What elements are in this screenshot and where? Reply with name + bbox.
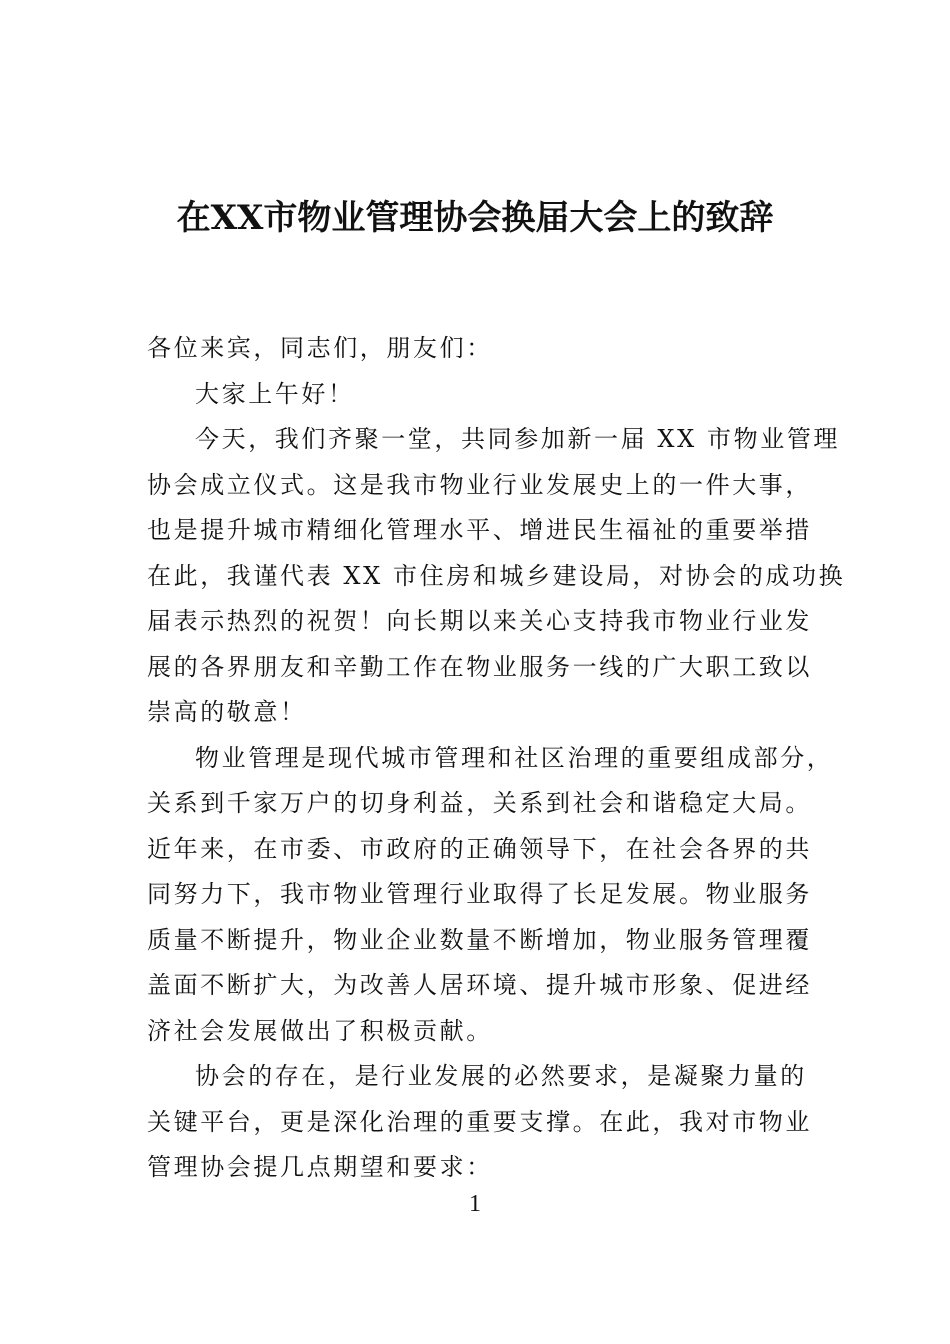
paragraph-2-line-3: 近年来，在市委、市政府的正确领导下，在社会各界的共 — [147, 834, 812, 863]
paragraph-1-line-7: 崇高的敬意！ — [147, 698, 307, 726]
paragraph-2-line-1: 物业管理是现代城市管理和社区治理的重要组成部分， — [195, 743, 834, 772]
paragraph-2-line-7: 济社会发展做出了积极贡献。 — [147, 1016, 493, 1045]
document-title: 在XX市物业管理协会换届大会上的致辞 — [176, 198, 774, 238]
paragraph-2-line-5: 质量不断提升，物业企业数量不断增加，物业服务管理覆 — [147, 925, 812, 954]
document-body — [147, 326, 846, 1191]
paragraph-3-line-2: 关键平台，更是深化治理的重要支撑。在此，我对市物业 — [147, 1107, 812, 1136]
paragraph-3-line-3: 管理协会提几点期望和要求： — [147, 1153, 493, 1181]
greeting-line: 大家上午好！ — [195, 379, 355, 408]
paragraph-3-line-1: 协会的存在，是行业发展的必然要求，是凝聚力量的 — [195, 1062, 807, 1090]
page-number: 1 — [469, 1191, 481, 1217]
paragraph-2-line-6: 盖面不断扩大，为改善人居环境、提升城市形象、促进经 — [147, 971, 812, 999]
paragraph-1-line-5: 届表示热烈的祝贺！向长期以来关心支持我市物业行业发 — [147, 607, 812, 635]
paragraph-1-line-4: 在此，我谨代表 XX 市住房和城乡建设局，对协会的成功换 — [147, 561, 846, 590]
salutation-line: 各位来宾，同志们，朋友们： — [147, 334, 493, 362]
paragraph-2-line-2: 关系到千家万户的切身利益，关系到社会和谐稳定大局。 — [147, 789, 812, 817]
paragraph-2-line-4: 同努力下，我市物业管理行业取得了长足发展。物业服务 — [147, 880, 812, 908]
paragraph-1-line-6: 展的各界朋友和辛勤工作在物业服务一线的广大职工致以 — [147, 652, 812, 681]
paragraph-1-line-1: 今天，我们齐聚一堂，共同参加新一届 XX 市物业管理 — [195, 425, 841, 453]
paragraph-1-line-3: 也是提升城市精细化管理水平、增进民生福祉的重要举措 — [147, 516, 812, 544]
paragraph-1-line-2: 协会成立仪式。这是我市物业行业发展史上的一件大事， — [147, 470, 812, 499]
